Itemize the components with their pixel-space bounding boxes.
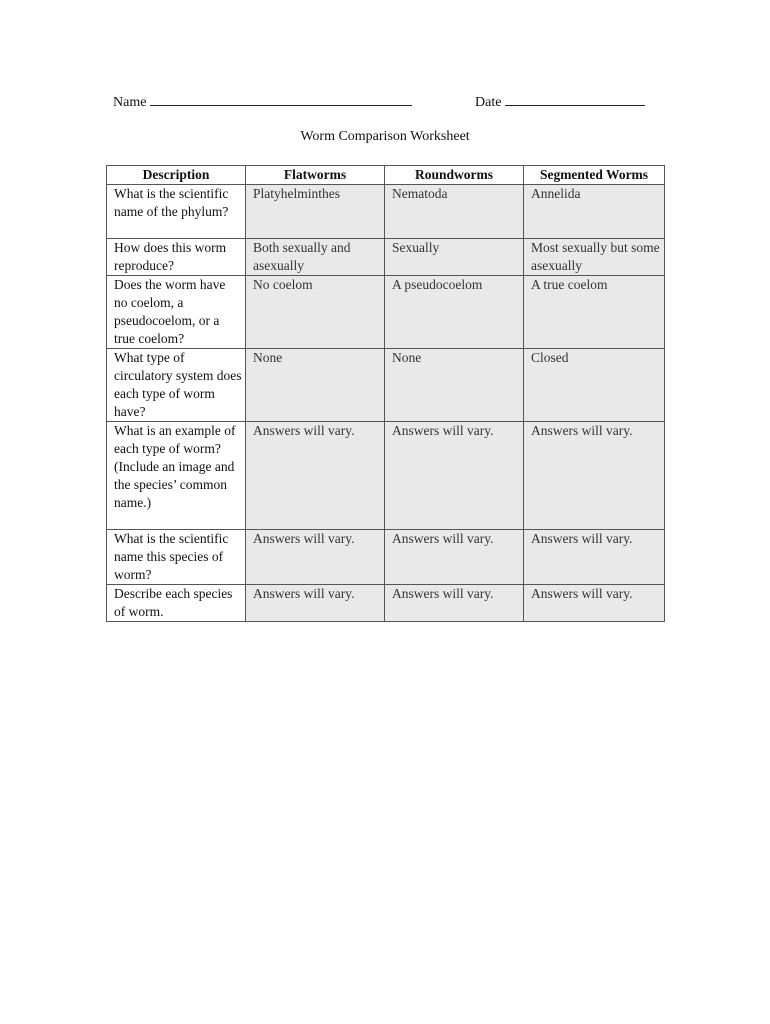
date-blank-line[interactable] — [505, 93, 645, 106]
flatworms-cell: Platyhelminthes — [246, 185, 385, 239]
flatworms-cell: None — [246, 349, 385, 422]
column-header-description: Description — [107, 166, 246, 185]
roundworms-cell: A pseudocoelom — [385, 276, 524, 349]
segmented-worms-cell: Annelida — [524, 185, 665, 239]
segmented-worms-cell: A true coelom — [524, 276, 665, 349]
name-blank-line[interactable] — [150, 93, 412, 106]
roundworms-cell: Sexually — [385, 239, 524, 276]
description-cell: What is the scientific name this species of worm? — [107, 530, 246, 585]
segmented-worms-cell: Answers will vary. — [524, 530, 665, 585]
flatworms-cell: Both sexually and asexually — [246, 239, 385, 276]
roundworms-cell: Nematoda — [385, 185, 524, 239]
page-title: Worm Comparison Worksheet — [300, 129, 470, 144]
flatworms-cell: Answers will vary. — [246, 585, 385, 622]
table-row — [107, 585, 665, 622]
segmented-worms-cell: Answers will vary. — [524, 585, 665, 622]
flatworms-cell: Answers will vary. — [246, 422, 385, 530]
table-row — [107, 530, 665, 585]
flatworms-cell: Answers will vary. — [246, 530, 385, 585]
segmented-worms-cell: Closed — [524, 349, 665, 422]
description-cell: What is an example of each type of worm? (Include an image and the species’ common name.) — [107, 422, 246, 530]
description-cell: Does the worm have no coelom, a pseudocoelom, or a true coelom? — [107, 276, 246, 349]
column-header-segmented-worms: Segmented Worms — [524, 166, 665, 185]
segmented-worms-cell: Answers will vary. — [524, 422, 665, 530]
table-header-row — [107, 166, 665, 185]
description-cell: What type of circulatory system does each type of worm have? — [107, 349, 246, 422]
segmented-worms-cell: Most sexually but some asexually — [524, 239, 665, 276]
table-row — [107, 349, 665, 422]
roundworms-cell: Answers will vary. — [385, 530, 524, 585]
description-cell: How does this worm reproduce? — [107, 239, 246, 276]
table-row — [107, 422, 665, 530]
name-label: Name — [113, 95, 147, 110]
name-field — [113, 93, 412, 111]
roundworms-cell: Answers will vary. — [385, 585, 524, 622]
comparison-table — [106, 165, 665, 622]
column-header-roundworms: Roundworms — [385, 166, 524, 185]
table-row — [107, 185, 665, 239]
date-field — [475, 93, 645, 111]
description-cell: What is the scientific name of the phylum? — [107, 185, 246, 239]
column-header-flatworms: Flatworms — [246, 166, 385, 185]
description-cell: Describe each species of worm. — [107, 585, 246, 622]
roundworms-cell: None — [385, 349, 524, 422]
flatworms-cell: No coelom — [246, 276, 385, 349]
table-row — [107, 239, 665, 276]
roundworms-cell: Answers will vary. — [385, 422, 524, 530]
date-label: Date — [475, 95, 502, 110]
table-row — [107, 276, 665, 349]
